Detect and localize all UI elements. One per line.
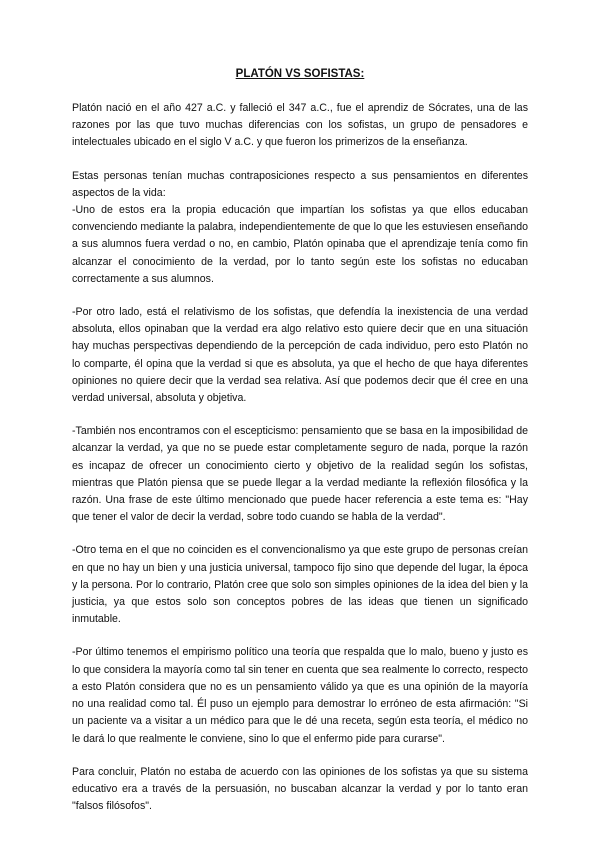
paragraph-relativismo: -Por otro lado, está el relativismo de los sofistas, que defendía la inexistencia de una verdad absoluta, ellos opinaban que la verdad era algo relativo esto quiere decir que en una situación hay muchas perspectivas dependiendo de la percepción de cada individuo, pero esto Platón no lo comparte, él opina que la verdad si que es absoluta, ya que el hecho de que haya diferentes opiniones no quiere decir que la verdad sea relativa. Así que podemos decir que él cree en una verdad universal, absoluta y objetiva. [72, 306, 528, 405]
paragraph-contraposiciones: Estas personas tenían muchas contraposiciones respecto a sus pensamientos en diferentes aspectos de la vida: [72, 169, 528, 199]
paragraph-intro: Platón nació en el año 427 a.C. y falleció el 347 a.C., fue el aprendiz de Sócrates, una de las razones por las que tuvo muchas diferencias con los sofistas, un grupo de pensadores e intelectuales ubicado en el siglo V a.C. y que fueron los primerizos de la enseñanza. [72, 102, 528, 149]
document-title: PLATÓN VS SOFISTAS: [235, 68, 365, 80]
paragraph-conclusion: Para concluir, Platón no estaba de acuerdo con las opiniones de los sofistas ya que su sistema educativo era a través de la persuasión, no buscaban alcanzar la verdad y por lo tanto eran "falsos filósofos". [72, 765, 528, 813]
paragraph-educacion: -Uno de estos era la propia educación que impartían los sofistas ya que ellos educaban convenciendo mediante la palabra, independientemente de que lo que les estuviesen enseñando a sus alumnos fuera verdad o no, en cambio, Platón opinaba que el aprendizaje tenía como fin alcanzar el conocimiento de la verdad, por lo tanto según este los sofistas no educaban correctamente a sus alumnos. [72, 204, 528, 285]
paragraph-convencionalismo: -Otro tema en el que no coinciden es el convencionalismo ya que este grupo de personas creían en que no hay un bien y una justicia universal, tampoco fijo sino que depende del lugar, la época y la persona. Por lo contrario, Platón cree que solo son simples opiniones de la idea del bien y la justicia, ya que estos solo son conceptos pobres de las ideas que tienen un significado inmutable. [72, 544, 528, 626]
paragraph-empirismo: -Por último tenemos el empirismo político una teoría que respalda que lo malo, bueno y justo es lo que considera la mayoría como tal sin tener en cuenta que sea realmente lo correcto, respecto a esto Platón considera que no es un pensamiento válido ya que es una opinión de la mayoría no una realidad como tal. Él puso un ejemplo para demostrar lo erróneo de esta afirmación: "Si un paciente va a visitar a un médico para que le dé una receta, según esta teoría, el médico no le dará lo que realmente le conviene, sino lo que el enfermo pide para curarse". [72, 646, 528, 745]
paragraph-escepticismo: -También nos encontramos con el escepticismo: pensamiento que se basa en la imposibilidad de alcanzar la verdad, ya que no se puede estar completamente seguro de nada, porque la razón es incapaz de ofrecer un conocimiento cierto y objetivo de la realidad según los sofistas, mientras que Platón piensa que se puede llegar a la verdad mediante la reflexión filosófica y la razón. Una frase de este último mencionado que puede hacer referencia a este tema es: "Hay que tener el valor de decir la verdad, sobre todo cuando se habla de la verdad". [72, 425, 528, 524]
